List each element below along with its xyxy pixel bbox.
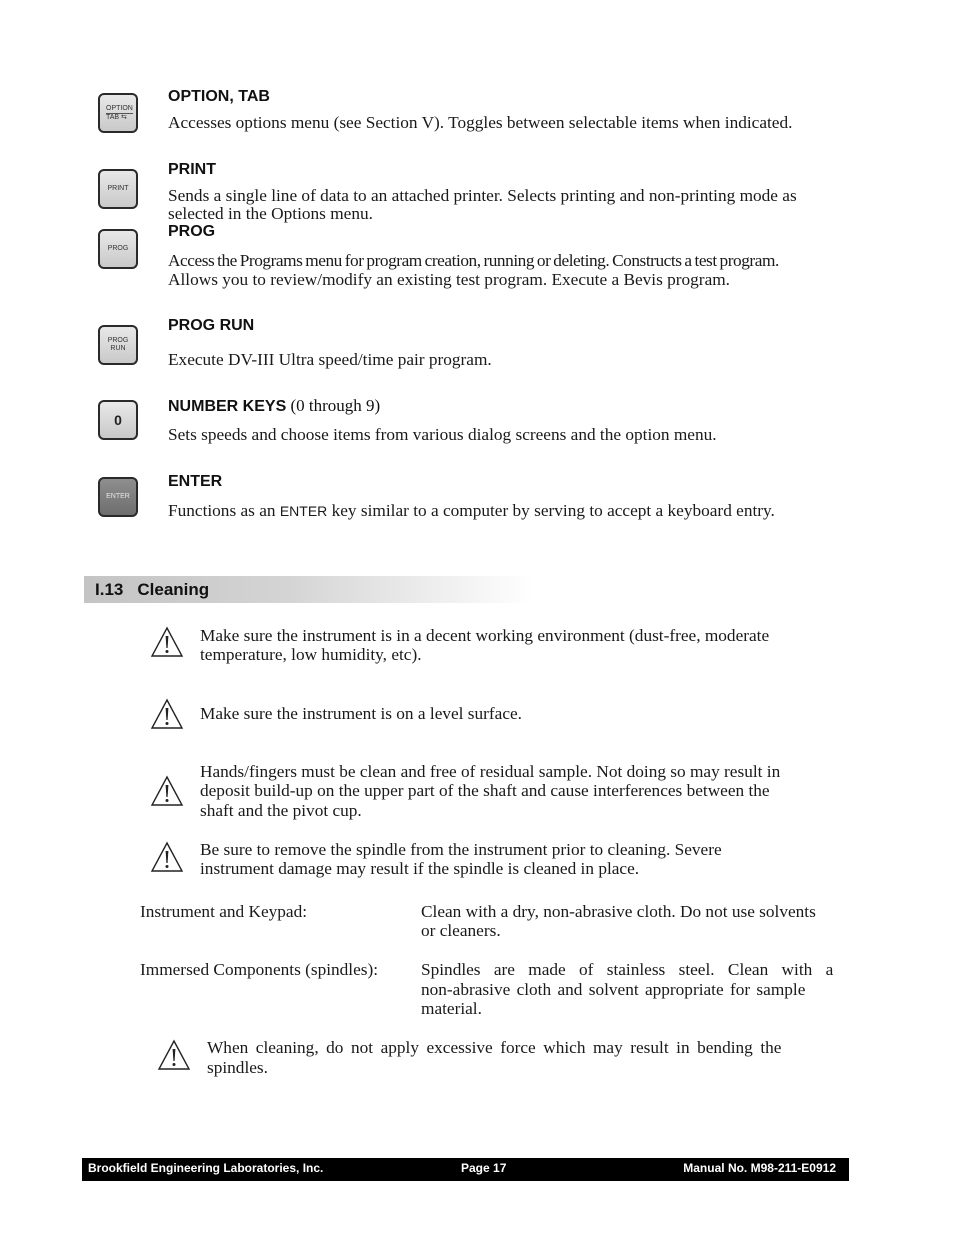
warning-text: instrument damage may result if the spindle is cleaned in place. [200, 859, 640, 878]
desc-text: Functions as an [168, 501, 280, 520]
key-title: ENTER [168, 473, 223, 490]
warning-text: shaft and the pivot cup. [200, 801, 362, 820]
key-label: PROG [107, 245, 129, 252]
warning-text: temperature, low humidity, etc). [200, 645, 422, 664]
key-title: PROG [168, 223, 216, 240]
warning-text: Be sure to remove the spindle from the instrument prior to cleaning. Severe [200, 840, 722, 859]
desc-text: key similar to a computer by serving to accept a keyboard entry. [327, 501, 775, 520]
key-description: Accesses options menu (see Section V). Toggles between selectable items when indicated. [168, 113, 793, 132]
section-title [95, 580, 209, 600]
key-label: ENTER [106, 493, 130, 500]
key-description-line: Allows you to review/modify an existing test program. Execute a Bevis program. [168, 270, 730, 289]
warning-triangle-icon [150, 698, 184, 730]
key-label: PRINT [107, 185, 129, 192]
key-description: Sets speeds and choose items from various dialog screens and the option menu. [168, 425, 717, 444]
warning-triangle-icon [157, 1039, 191, 1071]
warning-text: Make sure the instrument is on a level surface. [200, 704, 522, 723]
key-title-suffix: (0 through 9) [286, 396, 381, 415]
page-footer [82, 1158, 849, 1181]
warning-text: Hands/fingers must be clean and free of residual sample. Not doing so may result in [200, 762, 781, 781]
key-title-text: NUMBER KEYS [168, 398, 287, 415]
cleaning-instruction: material. [421, 999, 482, 1018]
key-label: PROG [107, 337, 129, 344]
warning-triangle-icon [150, 841, 184, 873]
cleaning-item: Instrument and Keypad: [140, 902, 308, 921]
warning-text: Make sure the instrument is in a decent working environment (dust-free, moderate [200, 626, 770, 645]
footer-manual-number: Manual No. M98-211-E0912 [683, 1161, 836, 1175]
key-title: PROG RUN [168, 317, 255, 334]
warning-text: spindles. [207, 1058, 268, 1077]
warning-triangle-icon [150, 626, 184, 658]
key-title: OPTION, TAB [168, 88, 270, 105]
key-description-line: Access the Programs menu for program creation, running or deleting. Constructs a test program. [168, 251, 779, 270]
number-zero-key [98, 400, 138, 440]
prog-run-key [98, 325, 138, 365]
cleaning-item: Immersed Components (spindles): [140, 960, 379, 979]
prog-key [98, 229, 138, 269]
warning-text: When cleaning, do not apply excessive force which may result in bending the [207, 1038, 782, 1057]
footer-company: Brookfield Engineering Laboratories, Inc. [88, 1161, 324, 1175]
key-label: OPTION [106, 104, 133, 112]
cleaning-instruction: or cleaners. [421, 921, 501, 940]
key-title: PRINT [168, 161, 216, 178]
print-key [98, 169, 138, 209]
section-name: Cleaning [137, 580, 210, 599]
cleaning-instruction: non-abrasive cloth and solvent appropriate for sample [421, 980, 806, 999]
key-label: RUN [110, 345, 126, 352]
key-title [168, 396, 380, 416]
key-description: Execute DV-III Ultra speed/time pair program. [168, 350, 492, 369]
section-number: I.13 [95, 580, 124, 599]
enter-key [98, 477, 138, 517]
warning-text: deposit build-up on the upper part of the shaft and cause interferences between the [200, 781, 770, 800]
warning-triangle-icon [150, 775, 184, 807]
key-description [168, 501, 775, 521]
option-tab-key [98, 93, 138, 133]
footer-page-number: Page 17 [461, 1161, 507, 1175]
desc-key-name: ENTER [279, 503, 328, 519]
key-label: TAB ⇆ [106, 113, 127, 121]
key-label: 0 [114, 412, 122, 428]
cleaning-instruction: Clean with a dry, non-abrasive cloth. Do not use solvents [421, 902, 816, 921]
cleaning-instruction: Spindles are made of stainless steel. Clean with a [421, 960, 834, 979]
key-description-line: selected in the Options menu. [168, 204, 373, 223]
key-description-line: Sends a single line of data to an attached printer. Selects printing and non-printing mode as [168, 186, 797, 205]
